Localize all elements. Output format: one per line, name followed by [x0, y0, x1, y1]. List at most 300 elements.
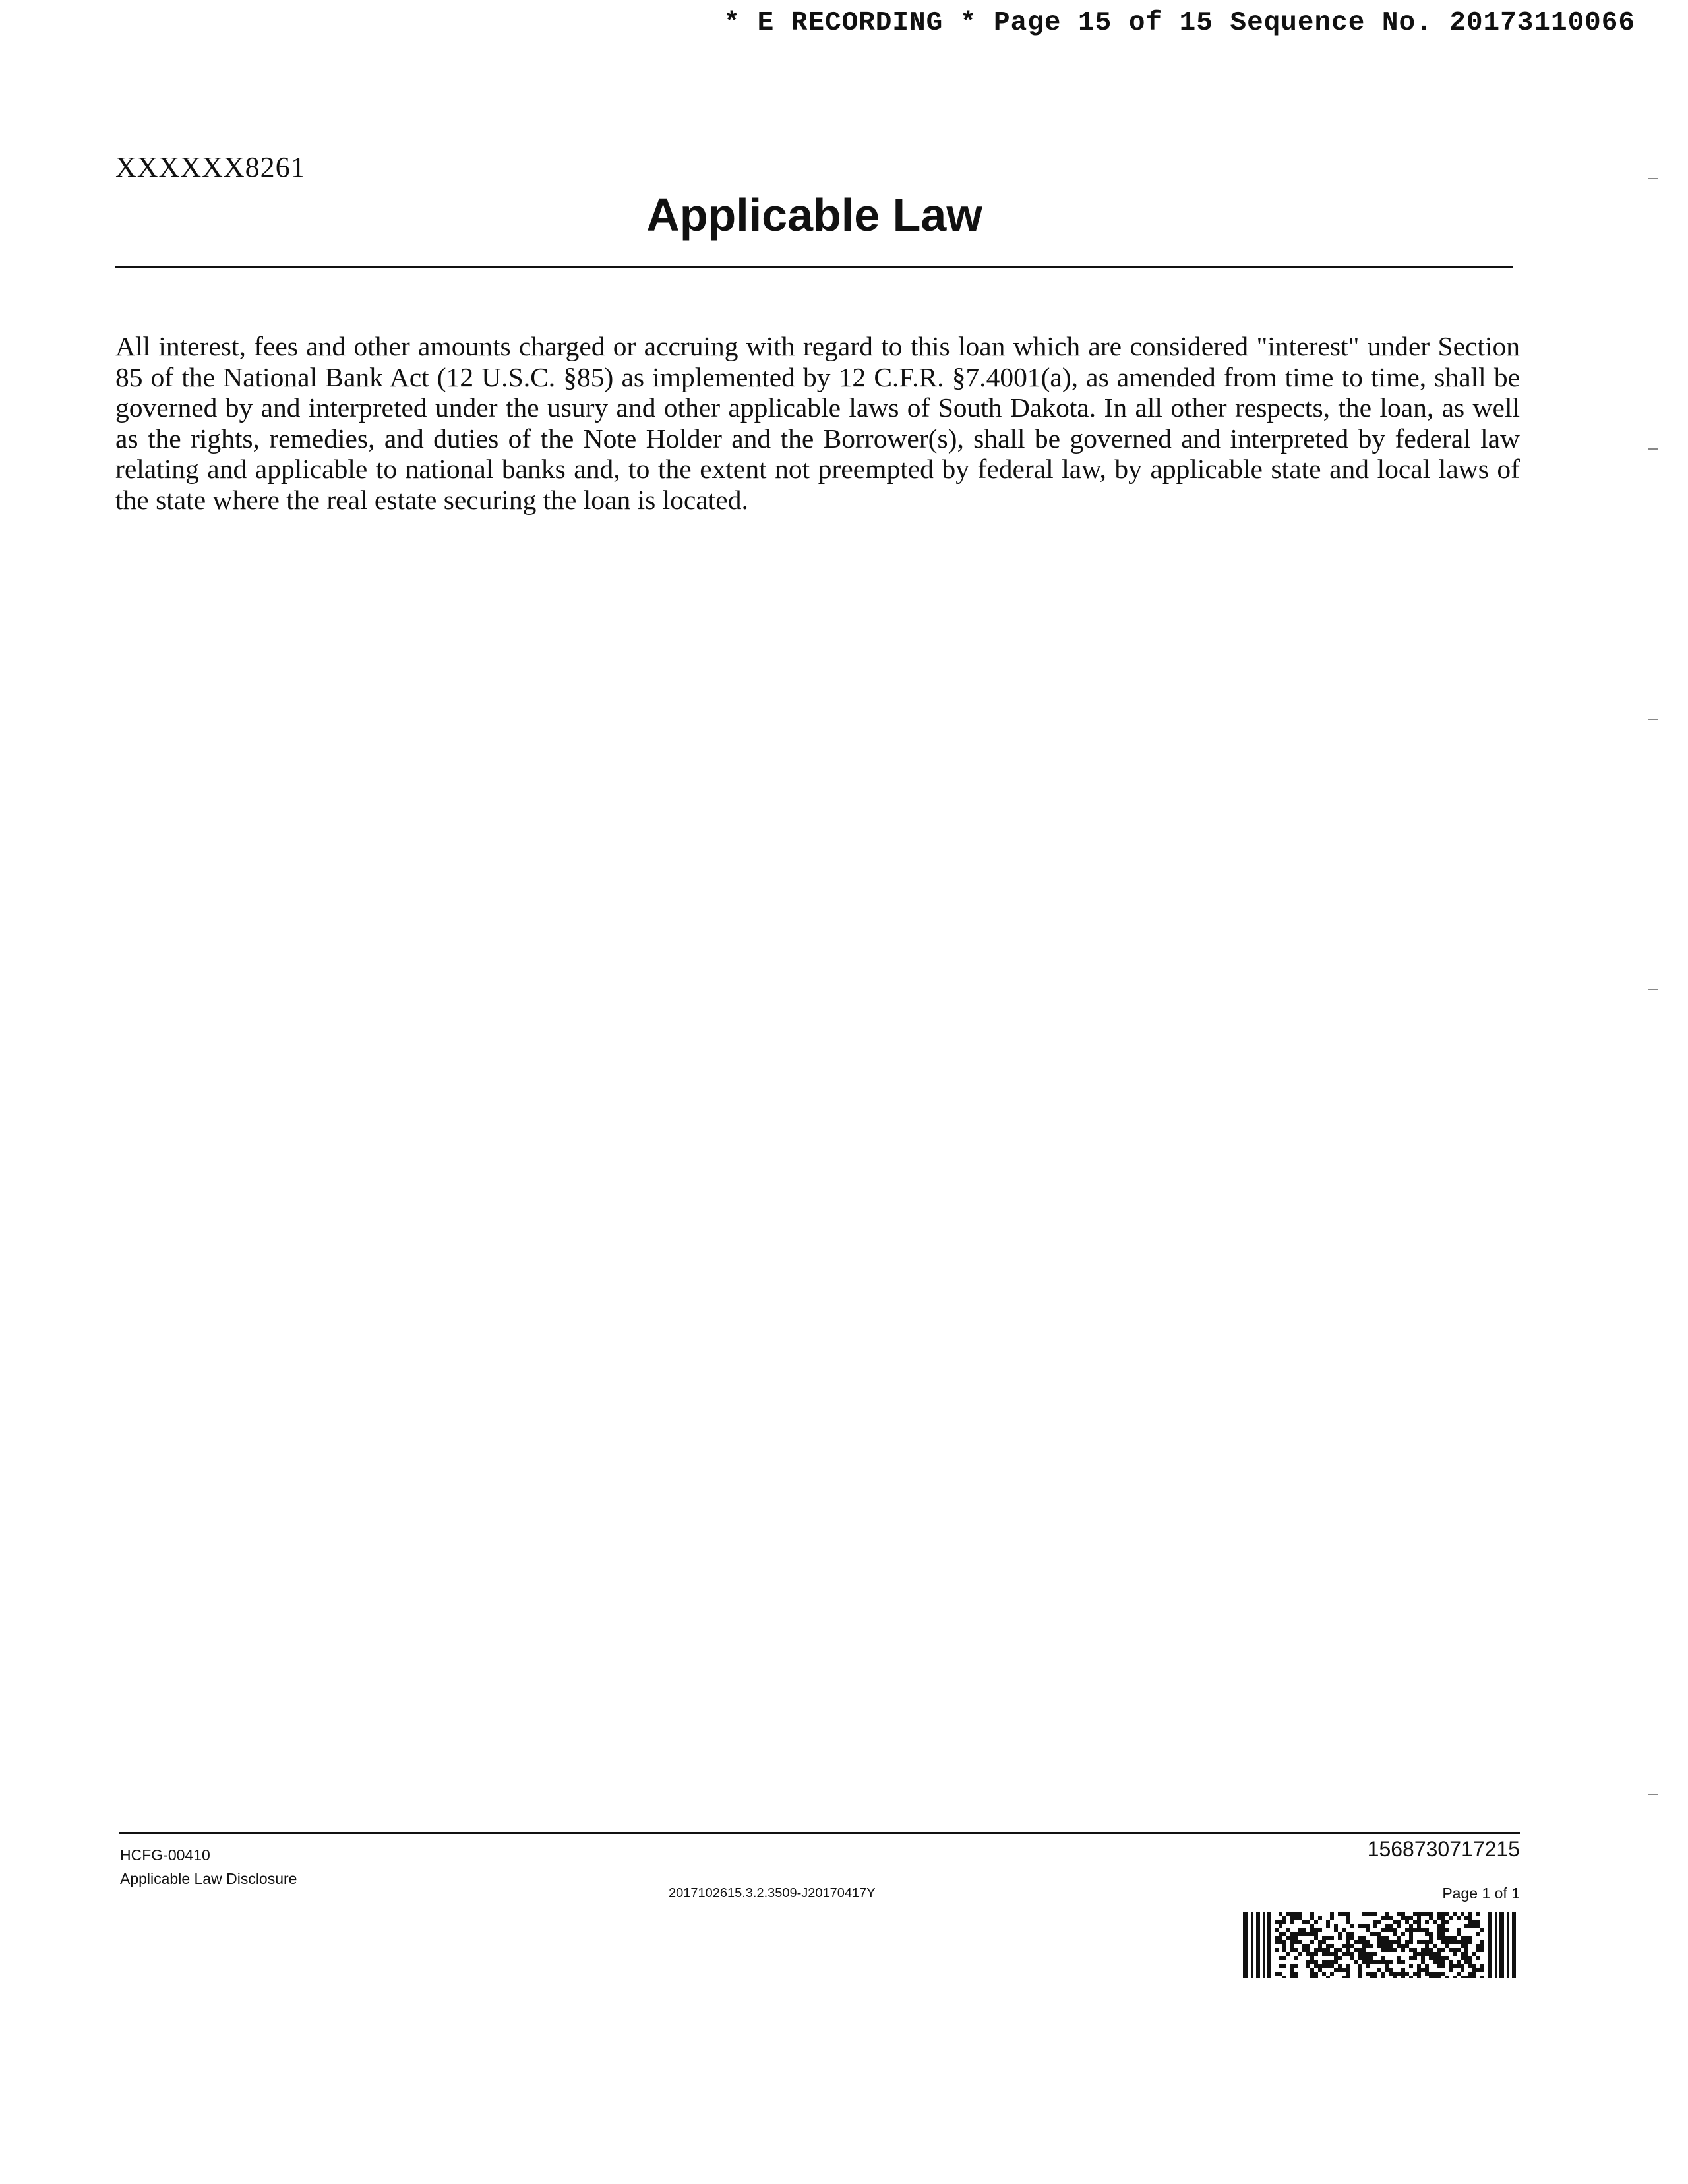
- barcode-module: [1338, 1964, 1342, 1968]
- barcode-module: [1417, 1968, 1421, 1972]
- barcode-module: [1342, 1912, 1346, 1916]
- barcode-module: [1322, 1936, 1326, 1940]
- barcode-module: [1417, 1952, 1421, 1956]
- barcode-module: [1413, 1952, 1417, 1956]
- barcode-module: [1366, 1924, 1370, 1928]
- barcode-module: [1389, 1940, 1393, 1944]
- barcode-module: [1453, 1952, 1457, 1956]
- barcode-module: [1405, 1972, 1409, 1976]
- barcode-module: [1377, 1968, 1381, 1972]
- barcode-module: [1326, 1948, 1330, 1952]
- barcode-module: [1330, 1964, 1334, 1968]
- barcode-module: [1362, 1956, 1366, 1960]
- barcode-module: [1330, 1912, 1334, 1916]
- form-code: HCFG-00410: [120, 1846, 210, 1864]
- barcode-module: [1302, 1928, 1306, 1932]
- barcode-module: [1449, 1960, 1453, 1964]
- barcode-module: [1468, 1912, 1472, 1916]
- barcode-module: [1334, 1956, 1338, 1960]
- barcode-module: [1389, 1928, 1393, 1932]
- barcode-module: [1370, 1944, 1373, 1948]
- barcode-module: [1476, 1912, 1480, 1916]
- barcode-module: [1302, 1932, 1306, 1936]
- barcode-module: [1437, 1952, 1441, 1956]
- barcode-module: [1290, 1936, 1294, 1940]
- barcode-module: [1421, 1968, 1425, 1972]
- barcode-module: [1338, 1948, 1342, 1952]
- barcode-module: [1279, 1972, 1282, 1976]
- barcode-module: [1322, 1948, 1326, 1952]
- barcode-module: [1275, 1940, 1279, 1944]
- barcode-module: [1346, 1968, 1350, 1972]
- barcode-module: [1389, 1968, 1393, 1972]
- barcode-module: [1397, 1912, 1401, 1916]
- barcode-module: [1279, 1936, 1282, 1940]
- margin-mark: [1648, 448, 1658, 450]
- barcode-module: [1385, 1916, 1389, 1920]
- barcode-module: [1294, 1964, 1298, 1968]
- barcode-module: [1362, 1936, 1366, 1940]
- barcode-module: [1405, 1920, 1409, 1924]
- barcode-module: [1441, 1932, 1445, 1936]
- barcode-module: [1381, 1956, 1385, 1960]
- barcode-module: [1358, 1956, 1362, 1960]
- barcode-module: [1441, 1928, 1445, 1932]
- barcode-module: [1425, 1940, 1429, 1944]
- barcode-module: [1366, 1944, 1370, 1948]
- barcode-module: [1421, 1948, 1425, 1952]
- barcode-module: [1453, 1948, 1457, 1952]
- barcode-module: [1445, 1940, 1449, 1944]
- barcode-module: [1472, 1952, 1476, 1956]
- barcode-module: [1350, 1936, 1354, 1940]
- barcode-module: [1445, 1912, 1449, 1916]
- barcode-module: [1373, 1972, 1377, 1976]
- barcode-module: [1381, 1960, 1385, 1964]
- barcode-module: [1286, 1952, 1290, 1956]
- barcode-module: [1413, 1912, 1417, 1916]
- barcode-module: [1306, 1932, 1310, 1936]
- barcode-module: [1314, 1928, 1318, 1932]
- barcode-module: [1326, 1976, 1330, 1978]
- barcode-module: [1441, 1948, 1445, 1952]
- barcode-module: [1409, 1964, 1413, 1968]
- barcode-module: [1318, 1964, 1322, 1968]
- document-id: 1568730717215: [1367, 1837, 1520, 1861]
- barcode-module: [1441, 1940, 1445, 1944]
- barcode-module: [1397, 1924, 1401, 1928]
- barcode-module: [1294, 1956, 1298, 1960]
- barcode-module: [1464, 1948, 1468, 1952]
- barcode-module: [1290, 1976, 1294, 1978]
- barcode-module: [1330, 1936, 1334, 1940]
- barcode-module: [1338, 1932, 1342, 1936]
- barcode-module: [1441, 1912, 1445, 1916]
- barcode-module: [1468, 1964, 1472, 1968]
- barcode-module: [1362, 1952, 1366, 1956]
- barcode-module: [1385, 1968, 1389, 1972]
- barcode-module: [1429, 1912, 1433, 1916]
- barcode-module: [1437, 1912, 1441, 1916]
- barcode-module: [1409, 1976, 1413, 1978]
- barcode-module: [1290, 1912, 1294, 1916]
- barcode-module: [1326, 1964, 1330, 1968]
- barcode-module: [1480, 1928, 1484, 1932]
- barcode-module: [1314, 1964, 1318, 1968]
- barcode-module: [1290, 1972, 1294, 1976]
- recording-header: * E RECORDING * Page 15 of 15 Sequence No. 20173110066: [723, 8, 1635, 38]
- barcode-module: [1437, 1964, 1441, 1968]
- barcode-module: [1393, 1972, 1397, 1976]
- barcode-module: [1286, 1928, 1290, 1932]
- barcode-module: [1326, 1924, 1330, 1928]
- barcode-module: [1282, 1976, 1286, 1978]
- barcode-module: [1464, 1952, 1468, 1956]
- barcode-module: [1464, 1936, 1468, 1940]
- barcode-module: [1377, 1920, 1381, 1924]
- barcode-module: [1449, 1916, 1453, 1920]
- barcode-module: [1350, 1924, 1354, 1928]
- barcode-module: [1318, 1968, 1322, 1972]
- barcode-module: [1385, 1936, 1389, 1940]
- barcode-module: [1401, 1916, 1405, 1920]
- barcode-module: [1409, 1932, 1413, 1936]
- barcode-module: [1302, 1944, 1306, 1948]
- loan-number: XXXXXX8261: [115, 151, 306, 183]
- barcode-module: [1290, 1916, 1294, 1920]
- barcode-module: [1409, 1916, 1413, 1920]
- barcode-module: [1393, 1948, 1397, 1952]
- barcode-module: [1385, 1928, 1389, 1932]
- barcode-module: [1338, 1912, 1342, 1916]
- barcode-module: [1381, 1928, 1385, 1932]
- barcode-module: [1476, 1968, 1480, 1972]
- barcode-module: [1464, 1940, 1468, 1944]
- barcode-module: [1437, 1924, 1441, 1928]
- barcode-module: [1480, 1964, 1484, 1968]
- barcode-module: [1366, 1912, 1370, 1916]
- barcode-module: [1405, 1940, 1409, 1944]
- barcode-module: [1294, 1936, 1298, 1940]
- barcode-module: [1429, 1952, 1433, 1956]
- barcode-module: [1326, 1936, 1330, 1940]
- barcode-module: [1389, 1944, 1393, 1948]
- barcode-module: [1461, 1940, 1464, 1944]
- barcode-module: [1279, 1932, 1282, 1936]
- barcode-module: [1437, 1960, 1441, 1964]
- barcode-module: [1358, 1964, 1362, 1968]
- barcode-module: [1286, 1912, 1290, 1916]
- barcode-module: [1282, 1948, 1286, 1952]
- barcode-module: [1437, 1948, 1441, 1952]
- barcode-module: [1445, 1920, 1449, 1924]
- barcode-module: [1306, 1952, 1310, 1956]
- barcode-module: [1397, 1944, 1401, 1948]
- barcode-module: [1279, 1940, 1282, 1944]
- margin-mark: [1648, 989, 1658, 990]
- barcode-module: [1401, 1932, 1405, 1936]
- barcode-module: [1385, 1960, 1389, 1964]
- barcode-module: [1401, 1912, 1405, 1916]
- barcode-module: [1449, 1964, 1453, 1968]
- barcode-module: [1468, 1920, 1472, 1924]
- barcode-module: [1433, 1976, 1437, 1978]
- barcode-module: [1306, 1964, 1310, 1968]
- barcode-module: [1346, 1920, 1350, 1924]
- barcode-module: [1461, 1976, 1464, 1978]
- barcode-module: [1457, 1932, 1461, 1936]
- barcode-module: [1417, 1964, 1421, 1968]
- barcode-module: [1302, 1920, 1306, 1924]
- barcode-module: [1362, 1944, 1366, 1948]
- barcode-module: [1468, 1940, 1472, 1944]
- barcode-module: [1429, 1972, 1433, 1976]
- barcode-module: [1318, 1916, 1322, 1920]
- barcode-module: [1461, 1936, 1464, 1940]
- barcode-module: [1350, 1932, 1354, 1936]
- barcode-module: [1421, 1928, 1425, 1932]
- barcode-module: [1461, 1968, 1464, 1972]
- barcode-module: [1461, 1944, 1464, 1948]
- barcode-module: [1366, 1956, 1370, 1960]
- barcode-module: [1290, 1964, 1294, 1968]
- barcode-module: [1330, 1960, 1334, 1964]
- barcode-module: [1290, 1968, 1294, 1972]
- barcode-module: [1401, 1972, 1405, 1976]
- margin-mark: [1648, 178, 1658, 179]
- barcode-module: [1346, 1916, 1350, 1920]
- barcode-module: [1310, 1972, 1314, 1976]
- barcode-module: [1461, 1912, 1464, 1916]
- barcode-module: [1401, 1960, 1405, 1964]
- barcode-module: [1294, 1948, 1298, 1952]
- barcode-module: [1334, 1968, 1338, 1972]
- barcode-module: [1310, 1956, 1314, 1960]
- barcode-module: [1338, 1956, 1342, 1960]
- barcode-module: [1425, 1952, 1429, 1956]
- barcode-module: [1275, 1948, 1279, 1952]
- barcode-module: [1322, 1964, 1326, 1968]
- barcode-module: [1413, 1948, 1417, 1952]
- barcode-module: [1449, 1948, 1453, 1952]
- barcode-module: [1393, 1976, 1397, 1978]
- barcode-module: [1437, 1916, 1441, 1920]
- barcode-module: [1322, 1972, 1326, 1976]
- barcode-module: [1468, 1976, 1472, 1978]
- barcode-module: [1370, 1972, 1373, 1976]
- barcode-module: [1294, 1940, 1298, 1944]
- barcode-module: [1425, 1920, 1429, 1924]
- barcode-module: [1472, 1924, 1476, 1928]
- barcode-module: [1306, 1944, 1310, 1948]
- barcode-module: [1476, 1924, 1480, 1928]
- barcode-module: [1346, 1944, 1350, 1948]
- barcode-module: [1342, 1952, 1346, 1956]
- barcode-module: [1453, 1964, 1457, 1968]
- barcode-module: [1346, 1932, 1350, 1936]
- barcode-module: [1370, 1976, 1373, 1978]
- barcode-module: [1425, 1968, 1429, 1972]
- barcode-module: [1441, 1916, 1445, 1920]
- barcode-module: [1464, 1976, 1468, 1978]
- barcode-module: [1437, 1928, 1441, 1932]
- barcode-module: [1397, 1920, 1401, 1924]
- barcode-module: [1468, 1916, 1472, 1920]
- barcode-module: [1417, 1928, 1421, 1932]
- barcode-module: [1461, 1956, 1464, 1960]
- barcode-module: [1354, 1948, 1358, 1952]
- barcode-module: [1282, 1916, 1286, 1920]
- barcode-module: [1457, 1916, 1461, 1920]
- barcode-module: [1290, 1920, 1294, 1924]
- barcode-module: [1397, 1936, 1401, 1940]
- barcode-module: [1282, 1940, 1286, 1944]
- margin-mark: [1648, 719, 1658, 720]
- barcode-module: [1401, 1976, 1405, 1978]
- barcode-module: [1370, 1960, 1373, 1964]
- barcode-module: [1457, 1964, 1461, 1968]
- barcode-module: [1417, 1912, 1421, 1916]
- barcode-module: [1314, 1972, 1318, 1976]
- barcode-module: [1330, 1972, 1334, 1976]
- barcode-module: [1464, 1916, 1468, 1920]
- barcode-module: [1346, 1952, 1350, 1956]
- barcode-module: [1393, 1932, 1397, 1936]
- barcode-module: [1417, 1916, 1421, 1920]
- barcode-module: [1326, 1952, 1330, 1956]
- barcode-module: [1350, 1944, 1354, 1948]
- barcode-module: [1342, 1976, 1346, 1978]
- barcode-module: [1381, 1948, 1385, 1952]
- barcode-module: [1318, 1944, 1322, 1948]
- barcode-module: [1298, 1916, 1302, 1920]
- barcode-module: [1429, 1936, 1433, 1940]
- barcode-module: [1472, 1920, 1476, 1924]
- barcode-module: [1373, 1952, 1377, 1956]
- barcode-module: [1437, 1932, 1441, 1936]
- page-indicator: Page 1 of 1: [1442, 1885, 1520, 1902]
- barcode-module: [1342, 1968, 1346, 1972]
- barcode-module: [1433, 1960, 1437, 1964]
- barcode-module: [1401, 1948, 1405, 1952]
- barcode-module: [1445, 1928, 1449, 1932]
- barcode-module: [1330, 1952, 1334, 1956]
- barcode-module: [1294, 1972, 1298, 1976]
- barcode-module: [1366, 1964, 1370, 1968]
- barcode-module: [1282, 1964, 1286, 1968]
- barcode-module: [1381, 1976, 1385, 1978]
- barcode-module: [1468, 1924, 1472, 1928]
- barcode-module: [1433, 1956, 1437, 1960]
- barcode-module: [1389, 1924, 1393, 1928]
- barcode-module: [1310, 1940, 1314, 1944]
- barcode-module: [1314, 1920, 1318, 1924]
- footer-divider: [119, 1832, 1520, 1834]
- barcode-module: [1464, 1944, 1468, 1948]
- barcode-module: [1370, 1932, 1373, 1936]
- barcode-module: [1358, 1952, 1362, 1956]
- barcode-module: [1421, 1912, 1425, 1916]
- barcode-module: [1437, 1956, 1441, 1960]
- barcode-module: [1310, 1912, 1314, 1916]
- barcode-module: [1310, 1916, 1314, 1920]
- barcode-module: [1409, 1956, 1413, 1960]
- barcode-module: [1358, 1948, 1362, 1952]
- barcode-module: [1298, 1932, 1302, 1936]
- barcode-module: [1397, 1956, 1401, 1960]
- barcode-module: [1437, 1976, 1441, 1978]
- barcode-module: [1385, 1940, 1389, 1944]
- barcode-module: [1373, 1960, 1377, 1964]
- barcode-module: [1433, 1972, 1437, 1976]
- barcode-module: [1405, 1944, 1409, 1948]
- barcode-module: [1334, 1952, 1338, 1956]
- barcode-module: [1433, 1920, 1437, 1924]
- barcode-module: [1413, 1928, 1417, 1932]
- barcode-module: [1425, 1944, 1429, 1948]
- barcode-module: [1306, 1960, 1310, 1964]
- barcode-icon: [1243, 1912, 1520, 1978]
- barcode-module: [1342, 1928, 1346, 1932]
- barcode-module: [1314, 1960, 1318, 1964]
- barcode-module: [1334, 1924, 1338, 1928]
- barcode-module: [1417, 1920, 1421, 1924]
- barcode-module: [1330, 1916, 1334, 1920]
- barcode-module: [1322, 1952, 1326, 1956]
- barcode-module: [1354, 1940, 1358, 1944]
- barcode-module: [1334, 1948, 1338, 1952]
- barcode-module: [1480, 1940, 1484, 1944]
- barcode-module: [1468, 1956, 1472, 1960]
- barcode-module: [1366, 1972, 1370, 1976]
- barcode-module: [1472, 1968, 1476, 1972]
- barcode-module: [1457, 1940, 1461, 1944]
- barcode-module: [1294, 1912, 1298, 1916]
- barcode-module: [1279, 1912, 1282, 1916]
- barcode-module: [1279, 1956, 1282, 1960]
- barcode-module: [1476, 1956, 1480, 1960]
- barcode-module: [1397, 1960, 1401, 1964]
- barcode-module: [1385, 1924, 1389, 1928]
- barcode-module: [1441, 1960, 1445, 1964]
- barcode-module: [1381, 1940, 1385, 1944]
- barcode-module: [1429, 1932, 1433, 1936]
- barcode-module: [1366, 1960, 1370, 1964]
- barcode-module: [1385, 1948, 1389, 1952]
- barcode-module: [1294, 1976, 1298, 1978]
- tracking-code: 2017102615.3.2.3509-J20170417Y: [669, 1886, 876, 1900]
- barcode-module: [1354, 1960, 1358, 1964]
- barcode-module: [1385, 1944, 1389, 1948]
- barcode-module: [1298, 1928, 1302, 1932]
- barcode-module: [1366, 1952, 1370, 1956]
- barcode-module: [1441, 1924, 1445, 1928]
- barcode-module: [1338, 1968, 1342, 1972]
- barcode-module: [1318, 1928, 1322, 1932]
- barcode-module: [1476, 1944, 1480, 1948]
- barcode-module: [1358, 1936, 1362, 1940]
- barcode-module: [1314, 1932, 1318, 1936]
- barcode-module: [1377, 1936, 1381, 1940]
- barcode-module: [1373, 1932, 1377, 1936]
- barcode-module: [1282, 1944, 1286, 1948]
- barcode-module: [1298, 1912, 1302, 1916]
- barcode-module: [1409, 1948, 1413, 1952]
- barcode-module: [1310, 1976, 1314, 1978]
- barcode-module: [1425, 1932, 1429, 1936]
- barcode-module: [1464, 1956, 1468, 1960]
- barcode-module: [1409, 1940, 1413, 1944]
